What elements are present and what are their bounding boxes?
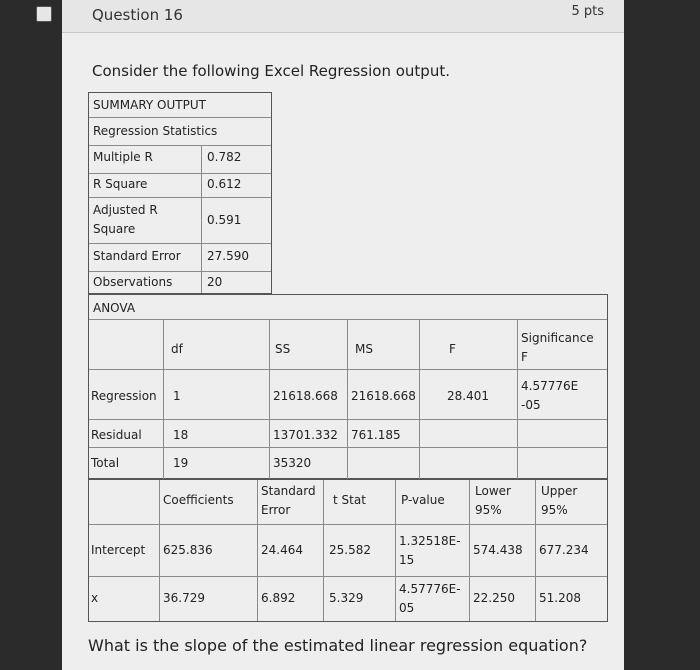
coef-x-t-stat: 5.329 bbox=[329, 591, 364, 605]
coef-x-standard-error: 6.892 bbox=[261, 591, 296, 605]
anova-total-ss: 35320 bbox=[273, 456, 312, 470]
anova-header-df: df bbox=[171, 342, 183, 356]
coef-x-upper-95: 51.208 bbox=[539, 591, 581, 605]
anova-header-significance-f: Significance F bbox=[521, 331, 594, 364]
anova-regression-significance: 4.57776E-05 bbox=[521, 379, 579, 412]
coef-intercept-p-value: 1.32518E-15 bbox=[399, 534, 461, 567]
summary-value-standard-error: 27.590 bbox=[207, 249, 249, 263]
anova-header-ms: MS bbox=[355, 342, 373, 356]
summary-label-r-square: R Square bbox=[93, 177, 148, 191]
anova-total-df: 19 bbox=[173, 456, 189, 470]
coefficients-table bbox=[88, 479, 608, 622]
summary-value-adjusted-r-square: 0.591 bbox=[207, 213, 242, 227]
anova-residual-df: 18 bbox=[173, 428, 189, 442]
coef-header-standard-error: Standard Error bbox=[261, 484, 316, 517]
anova-regression-ms: 21618.668 bbox=[351, 389, 416, 403]
anova-regression-f: 28.401 bbox=[447, 389, 489, 403]
coef-intercept-t-stat: 25.582 bbox=[329, 543, 371, 557]
anova-regression-label: Regression bbox=[91, 389, 157, 403]
coef-intercept-lower-95: 574.438 bbox=[473, 543, 523, 557]
coef-header-upper-95: Upper 95% bbox=[541, 484, 578, 517]
summary-label-multiple-r: Multiple R bbox=[93, 150, 153, 164]
coef-header-t-stat: t Stat bbox=[333, 493, 366, 507]
summary-value-multiple-r: 0.782 bbox=[207, 150, 242, 164]
coef-intercept-standard-error: 24.464 bbox=[261, 543, 303, 557]
summary-label-observations: Observations bbox=[93, 275, 173, 289]
question-ask: What is the slope of the estimated linear regression equation? bbox=[88, 636, 588, 655]
coef-intercept-label: Intercept bbox=[91, 543, 146, 557]
coef-header-p-value: P-value bbox=[401, 493, 445, 507]
summary-table bbox=[88, 92, 272, 294]
anova-header-f: F bbox=[449, 342, 456, 356]
anova-regression-df: 1 bbox=[173, 389, 181, 403]
question-points: 5 pts bbox=[571, 4, 604, 19]
question-header bbox=[62, 0, 624, 33]
anova-regression-ss: 21618.668 bbox=[273, 389, 338, 403]
summary-header: SUMMARY OUTPUT bbox=[93, 98, 206, 112]
collapse-icon[interactable] bbox=[36, 6, 52, 22]
anova-residual-ss: 13701.332 bbox=[273, 428, 338, 442]
anova-title: ANOVA bbox=[93, 301, 136, 315]
anova-residual-ms: 761.185 bbox=[351, 428, 401, 442]
anova-header-ss: SS bbox=[275, 342, 291, 356]
anova-residual-label: Residual bbox=[91, 428, 142, 442]
summary-label-adjusted-r-square: Adjusted R Square bbox=[93, 203, 158, 236]
coef-header-lower-95: Lower 95% bbox=[475, 484, 511, 517]
coef-x-lower-95: 22.250 bbox=[473, 591, 515, 605]
coef-intercept-coefficient: 625.836 bbox=[163, 543, 213, 557]
coef-x-label: x bbox=[91, 591, 99, 605]
summary-label-standard-error: Standard Error bbox=[93, 249, 181, 263]
anova-total-label: Total bbox=[91, 456, 120, 470]
regression-stats-label: Regression Statistics bbox=[93, 124, 218, 138]
summary-value-observations: 20 bbox=[207, 275, 223, 289]
summary-value-r-square: 0.612 bbox=[207, 177, 242, 191]
coef-intercept-upper-95: 677.234 bbox=[539, 543, 589, 557]
coef-x-coefficient: 36.729 bbox=[163, 591, 205, 605]
question-title: Question 16 bbox=[92, 6, 183, 24]
question-card bbox=[62, 0, 624, 670]
coef-header-coefficients: Coefficients bbox=[163, 493, 234, 507]
question-prompt: Consider the following Excel Regression output. bbox=[92, 62, 450, 80]
anova-table bbox=[88, 294, 608, 479]
coef-x-p-value: 4.57776E-05 bbox=[399, 582, 461, 615]
